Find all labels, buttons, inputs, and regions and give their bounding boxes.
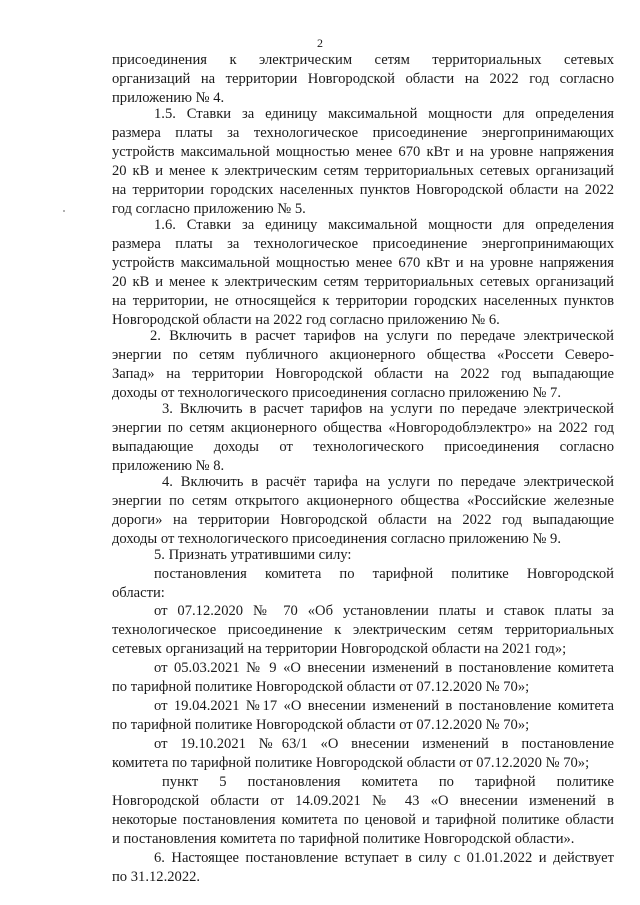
text-line: комитета по тарифной политике Новгородской области от 07.12.2020 № 70»; [112, 755, 590, 771]
text-line: 1.5. Ставки за единицу максимальной мощности для определения [154, 106, 614, 122]
text-line: присоединения к электрическим сетям территориальных сетевых [112, 52, 614, 68]
text-line: устройств максимальной мощностью менее 670 кВт и на уровне напряжения [112, 255, 614, 271]
text-line: Новгородской области на 2022 год согласно приложению № 6. [112, 312, 500, 328]
text-line: 20 кВ и менее к электрическим сетям территориальных сетевых организаций [112, 163, 614, 179]
text-line: по 31.12.2022. [112, 869, 201, 885]
text-line: 3. Включить в расчет тарифов на услуги по передаче электрической [162, 401, 614, 417]
text-line: Новгородской области от 14.09.2021 № 43 «О внесении изменений в [112, 793, 614, 809]
text-line: дороги» на территории Новгородской области на 2022 год выпадающие [112, 512, 614, 528]
text-line: некоторые постановления комитета по ценовой и тарифной политике области [112, 812, 614, 828]
text-line: 2. Включить в расчет тарифов на услуги по передаче электрической [150, 328, 614, 344]
text-line: от 19.10.2021 №63/1 «О внесении изменений в постановление [154, 736, 614, 752]
text-line: 20 кВ и менее к электрическим сетям территориальных сетевых организаций [112, 274, 614, 290]
text-line: по тарифной политике Новгородской области от 07.12.2020 № 70»; [112, 717, 530, 733]
text-line: организаций на территории Новгородской области на 2022 год согласно [112, 71, 614, 87]
text-line: год согласно приложению № 5. [112, 201, 306, 217]
text-line: по тарифной политике Новгородской области от 07.12.2020 № 70»; [112, 679, 530, 695]
page-number: 2 [317, 36, 323, 50]
text-line: приложению № 4. [112, 90, 225, 106]
text-line: доходы от технологического присоединения согласно приложению № 9. [112, 531, 561, 547]
text-line: доходы от технологического присоединения согласно приложению № 7. [112, 385, 561, 401]
margin-mark [63, 210, 65, 212]
text-line: размера платы за технологическое присоединение энергопринимающих [112, 125, 614, 141]
text-line: на территории, не относящейся к территории городских населенных пунктов [112, 293, 614, 309]
text-line: области: [112, 585, 165, 601]
text-line: пункт 5 постановления комитета по тарифной политике [162, 774, 614, 790]
text-line: приложению № 8. [112, 458, 225, 474]
text-line: сетевых организаций на территории Новгородской области на 2021 год»; [112, 641, 567, 657]
text-line: энергии по сетям публичного акционерного общества «Россети Северо- [112, 347, 614, 363]
text-line: на территории городских населенных пунктов Новгородской области на 2022 [112, 182, 614, 198]
text-line: 1.6. Ставки за единицу максимальной мощности для определения [154, 217, 614, 233]
text-line: 6. Настоящее постановление вступает в силу с 01.01.2022 и действует [154, 850, 614, 866]
text-line: от 07.12.2020 № 70 «Об установлении платы и ставок платы за [154, 603, 614, 619]
text-line: 4. Включить в расчёт тарифа на услуги по передаче электрической [162, 474, 614, 490]
text-line: технологическое присоединение к электрическим сетям территориальных [112, 622, 614, 638]
text-line: энергии по сетям акционерного общества «Новгородоблэлектро» на 2022 год [112, 420, 614, 436]
text-line: от 05.03.2021 № 9 «О внесении изменений в постановление комитета [154, 660, 614, 676]
text-line: от 19.04.2021 №17 «О внесении изменений в постановление комитета [154, 698, 614, 714]
text-line: постановления комитета по тарифной политике Новгородской [154, 566, 614, 582]
text-line: и постановления комитета по тарифной политике Новгородской области». [112, 831, 575, 847]
text-line: устройств максимальной мощностью менее 670 кВт и на уровне напряжения [112, 144, 614, 160]
text-line: выпадающие доходы от технологического присоединения согласно [112, 439, 614, 455]
text-line: Запад» на территории Новгородской области на 2022 год выпадающие [112, 366, 614, 382]
text-line: энергии по сетям открытого акционерного общества «Российские железные [112, 493, 614, 509]
text-line: 5. Признать утратившими силу: [154, 547, 352, 563]
text-line: размера платы за технологическое присоединение энергопринимающих [112, 236, 614, 252]
